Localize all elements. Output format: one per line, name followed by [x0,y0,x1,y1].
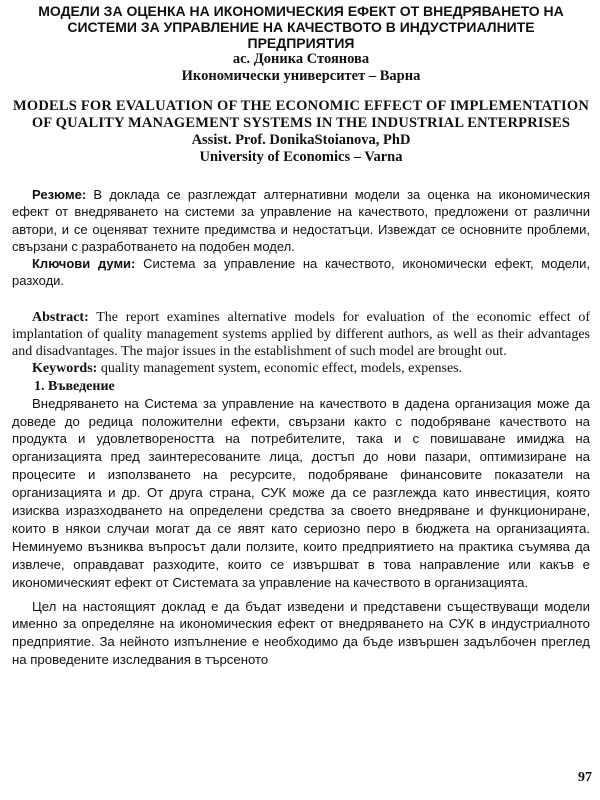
bulgarian-keywords [12,255,590,290]
section-heading: 1. Въведение [34,378,115,394]
bulgarian-abstract-text: В доклада се разглеждат алтернативни модели за оценка на икономическия ефект от внедряването на системи за управление на качеството, предложени от различни автори, и се оценяват техните предимства и недостатъци. Извеждат се основните проблеми, свързани с разработването на подобен модел. [12,187,590,254]
bulgarian-title: МОДЕЛИ ЗА ОЦЕНКА НА ИКОНОМИЧЕСКИЯ ЕФЕКТ ОТ ВНЕДРЯВАНЕТО НА СИСТЕМИ ЗА УПРАВЛЕНИЕ НА КАЧЕСТВОТО В ИНДУСТРИАЛНИТЕ ПРЕДПРИЯТИЯ [38,3,564,51]
english-abstract-text: The report examines alternative models for evaluation of the economic effect of implantation of quality management systems applied by different authors, as well as their advantages and disadvantages. The major issues in the establishment of such model are brought out. [12,309,590,360]
page-number: 97 [578,770,592,785]
english-keywords-label: Keywords: [32,361,98,377]
english-abstract [12,309,590,361]
bulgarian-keywords-label: Ключови думи: [32,256,136,272]
english-author: Assist. Prof. DonikaStoianova, PhD [191,132,411,148]
english-abstract-label: Abstract: [32,309,89,325]
bulgarian-affiliation: Икономически университет – Варна [181,68,421,84]
title-block [12,3,590,166]
english-keywords [12,360,590,377]
english-title: MODELS FOR EVALUATION OF THE ECONOMIC EFFECT OF IMPLEMENTATION OF QUALITY MANAGEMENT SYSTEMS IN THE INDUSTRIAL ENTERPRISES [12,98,590,131]
bulgarian-author: ас. Доника Стоянова [232,51,370,67]
bulgarian-abstract-label: Резюме: [32,187,87,202]
body-paragraph-1: Внедряването на Система за управление на качеството в дадена организация може да доведе до редица положителни ефекти, свързани както с подобряване качеството на продукта и удовлетвореността на потребителите, така и с повишаване имиджа на организацията пред заинтересованите лица, достъп до нови пазари, оптимизиране на процесите и използването на ресурсите, подобряване финансовите показатели на организацията и др. От друга страна, СУК може да се разглежда като инвестиция, която изисква изразходването на определени средства за своето внедряване и функциониране, които в някои случаи могат да се явят като сериозно перо в бюджета на организацията. Неминуемо възниква въпросът дали ползите, които предприятието на практика съумява да извлече, оправдават разходите, които се извършват в това направление или какъв е икономическият ефект от Системата за управление на качеството в организацията. [12,395,590,590]
paper-page [12,0,590,800]
body-paragraph-2: Цел на настоящият доклад е да бъдат изведени и представени съществуващи модели именно за определяне на икономическия ефект от внедряването на СУК в индустриалното предприятие. За нейното изпълнение е необходимо да бъде извършен задълбочен преглед на проведените изследвания в търсеното [12,598,590,668]
english-keywords-text: quality management system, economic effect, models, expenses. [97,361,463,377]
bulgarian-abstract [12,186,590,255]
english-affiliation: University of Economics – Varna [199,149,403,165]
bulgarian-keywords-text: Система за управление на качеството, икономически ефект, модели, разходи. [12,256,590,289]
